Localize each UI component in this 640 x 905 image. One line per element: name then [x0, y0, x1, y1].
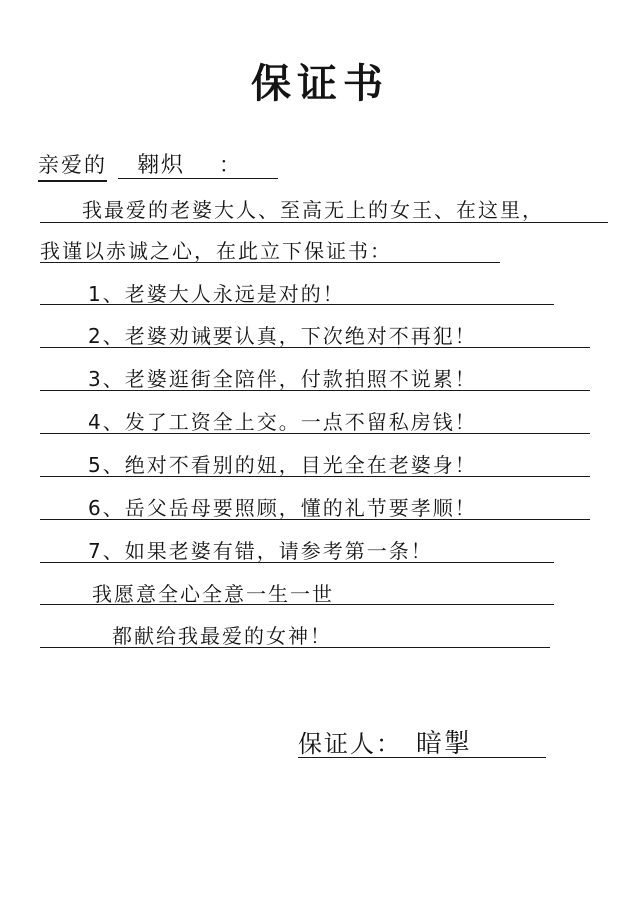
pledge-item-1: 1、老婆大人永远是对的！: [88, 282, 345, 306]
signature-name: 暗掣: [416, 729, 473, 759]
pledge-item-5: 5、绝对不看别的妞，目光全在老婆身！: [88, 453, 477, 477]
closing-line-2: 都献给我最爱的女神！: [112, 624, 332, 648]
recipient-name: 翱炽: [137, 153, 186, 178]
pledge-item-7: 7、如果老婆有错，请参考第一条！: [88, 539, 433, 563]
closing-rule-2: [40, 647, 550, 648]
closing-rule-1: [40, 604, 554, 605]
signature-underline: [298, 757, 546, 758]
item-rule-1: [40, 304, 554, 305]
intro-rule-1: [40, 222, 608, 223]
item-rule-5: [40, 476, 590, 477]
item-rule-3: [40, 390, 590, 391]
signature-label: 保证人：: [298, 730, 402, 758]
pledge-item-6: 6、岳父岳母要照顾，懂的礼节要孝顺！: [88, 496, 477, 520]
item-rule-2: [40, 347, 590, 348]
item-rule-4: [40, 433, 590, 434]
pledge-item-3: 3、老婆逛街全陪伴，付款拍照不说累！: [88, 367, 477, 391]
pledge-item-2: 2、老婆劝诫要认真，下次绝对不再犯！: [88, 324, 477, 348]
greeting-label: 亲爱的: [38, 149, 107, 182]
pledge-item-4: 4、发了工资全上交。一点不留私房钱！: [88, 410, 477, 434]
greeting-underline: [118, 178, 278, 179]
intro-rule-2: [40, 262, 500, 263]
item-rule-6: [40, 519, 590, 520]
signature-line: [298, 723, 472, 760]
greeting-line: [38, 148, 242, 182]
document-title: 保证书: [251, 61, 389, 107]
intro-line-1: 我最爱的老婆大人、至高无上的女王、在这里，: [82, 198, 544, 222]
item-rule-7: [40, 562, 554, 563]
intro-line-2: 我谨以赤诚之心，在此立下保证书：: [40, 239, 392, 263]
greeting-colon: ：: [219, 153, 243, 177]
closing-line-1: 我愿意全心全意一生一世: [92, 582, 334, 606]
